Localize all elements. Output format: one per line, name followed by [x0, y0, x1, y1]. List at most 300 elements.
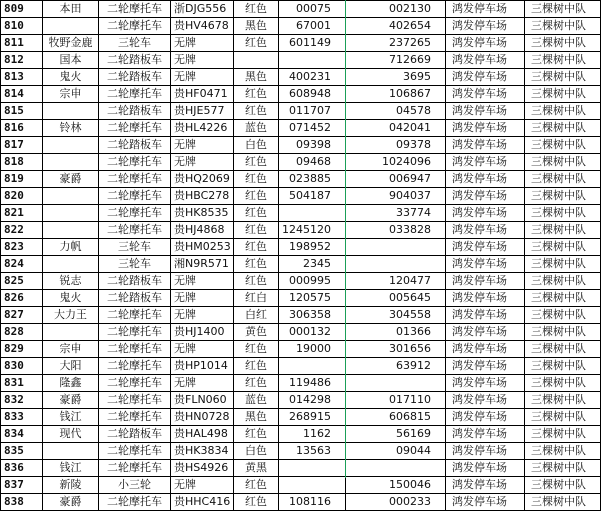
table-row	[1, 324, 601, 341]
number-cell[interactable]	[279, 460, 346, 477]
number-cell[interactable]: 268915	[279, 409, 346, 426]
frame-number-cell[interactable]: 237265	[346, 35, 446, 52]
vehicle-type-cell[interactable]: 二轮摩托车	[99, 341, 171, 358]
table-body	[1, 1, 601, 511]
row-number[interactable]: 817	[1, 137, 43, 154]
squad-cell[interactable]: 三棵树中队	[525, 290, 601, 307]
row-number[interactable]: 824	[1, 256, 43, 273]
number-cell[interactable]: 13563	[279, 443, 346, 460]
frame-number-cell[interactable]: 304558	[346, 307, 446, 324]
frame-number-cell[interactable]: 106867	[346, 86, 446, 103]
number-cell[interactable]: 1162	[279, 426, 346, 443]
vehicle-type-cell[interactable]: 二轮踏板车	[99, 52, 171, 69]
row-number[interactable]: 820	[1, 188, 43, 205]
plate-cell[interactable]: 贵HJ1400	[171, 324, 234, 341]
number-cell[interactable]: 67001	[279, 18, 346, 35]
plate-cell[interactable]: 无牌	[171, 290, 234, 307]
color-cell[interactable]: 蓝色	[234, 120, 279, 137]
squad-cell[interactable]: 三棵树中队	[525, 222, 601, 239]
squad-cell[interactable]: 三棵树中队	[525, 256, 601, 273]
plate-cell[interactable]: 贵HN0728	[171, 409, 234, 426]
color-cell[interactable]: 红白	[234, 290, 279, 307]
parking-lot-cell[interactable]: 鸿发停车场	[446, 18, 525, 35]
number-cell[interactable]: 00075	[279, 1, 346, 18]
color-cell[interactable]: 红色	[234, 103, 279, 120]
table-row	[1, 392, 601, 409]
parking-lot-cell[interactable]: 鸿发停车场	[446, 52, 525, 69]
plate-cell[interactable]: 贵HV4678	[171, 18, 234, 35]
row-number[interactable]: 812	[1, 52, 43, 69]
parking-lot-cell[interactable]: 鸿发停车场	[446, 239, 525, 256]
vehicle-type-cell[interactable]: 二轮摩托车	[99, 324, 171, 341]
vehicle-type-cell[interactable]: 二轮摩托车	[99, 222, 171, 239]
brand-cell[interactable]	[43, 154, 99, 171]
frame-number-cell[interactable]: 033828	[346, 222, 446, 239]
row-number[interactable]: 825	[1, 273, 43, 290]
row-number[interactable]: 819	[1, 171, 43, 188]
brand-cell[interactable]: 豪爵	[43, 494, 99, 511]
color-cell[interactable]: 黑色	[234, 18, 279, 35]
frame-number-cell[interactable]: 005645	[346, 290, 446, 307]
table-row	[1, 477, 601, 494]
table-row	[1, 375, 601, 392]
vehicle-type-cell[interactable]: 二轮摩托车	[99, 154, 171, 171]
table-row	[1, 120, 601, 137]
color-cell[interactable]: 红色	[234, 239, 279, 256]
parking-lot-cell[interactable]: 鸿发停车场	[446, 154, 525, 171]
frame-number-cell[interactable]: 01366	[346, 324, 446, 341]
plate-cell[interactable]: 贵FLN060	[171, 392, 234, 409]
table-row	[1, 86, 601, 103]
squad-cell[interactable]: 三棵树中队	[525, 18, 601, 35]
frame-number-cell[interactable]: 3695	[346, 69, 446, 86]
vehicle-type-cell[interactable]: 二轮摩托车	[99, 307, 171, 324]
plate-cell[interactable]: 贵HBC278	[171, 188, 234, 205]
plate-cell[interactable]: 无牌	[171, 69, 234, 86]
row-number[interactable]: 826	[1, 290, 43, 307]
color-cell[interactable]: 红色	[234, 494, 279, 511]
parking-lot-cell[interactable]: 鸿发停车场	[446, 171, 525, 188]
table-row	[1, 154, 601, 171]
vehicle-type-cell[interactable]: 二轮摩托车	[99, 120, 171, 137]
brand-cell[interactable]: 豪爵	[43, 171, 99, 188]
brand-cell[interactable]: 鬼火	[43, 69, 99, 86]
number-cell[interactable]: 306358	[279, 307, 346, 324]
vehicle-type-cell[interactable]: 二轮摩托车	[99, 18, 171, 35]
parking-lot-cell[interactable]: 鸿发停车场	[446, 392, 525, 409]
parking-lot-cell[interactable]: 鸿发停车场	[446, 35, 525, 52]
number-cell[interactable]: 000132	[279, 324, 346, 341]
squad-cell[interactable]: 三棵树中队	[525, 341, 601, 358]
parking-lot-cell[interactable]: 鸿发停车场	[446, 69, 525, 86]
row-number[interactable]: 827	[1, 307, 43, 324]
row-number[interactable]: 833	[1, 409, 43, 426]
vehicle-type-cell[interactable]: 二轮摩托车	[99, 1, 171, 18]
row-number[interactable]: 814	[1, 86, 43, 103]
color-cell[interactable]: 红色	[234, 205, 279, 222]
row-number[interactable]: 815	[1, 103, 43, 120]
squad-cell[interactable]: 三棵树中队	[525, 188, 601, 205]
plate-cell[interactable]: 无牌	[171, 35, 234, 52]
table-row	[1, 290, 601, 307]
parking-lot-cell[interactable]: 鸿发停车场	[446, 324, 525, 341]
plate-cell[interactable]: 贵HP1014	[171, 358, 234, 375]
frame-number-cell[interactable]: 904037	[346, 188, 446, 205]
number-cell[interactable]: 1245120	[279, 222, 346, 239]
frame-number-cell[interactable]: 1024096	[346, 154, 446, 171]
parking-lot-cell[interactable]: 鸿发停车场	[446, 188, 525, 205]
squad-cell[interactable]: 三棵树中队	[525, 477, 601, 494]
number-cell[interactable]: 071452	[279, 120, 346, 137]
row-number[interactable]: 838	[1, 494, 43, 511]
squad-cell[interactable]: 三棵树中队	[525, 52, 601, 69]
squad-cell[interactable]: 三棵树中队	[525, 137, 601, 154]
table-row	[1, 426, 601, 443]
parking-lot-cell[interactable]: 鸿发停车场	[446, 273, 525, 290]
number-cell[interactable]: 011707	[279, 103, 346, 120]
frame-number-cell[interactable]	[346, 239, 446, 256]
number-cell[interactable]: 601149	[279, 35, 346, 52]
brand-cell[interactable]	[43, 205, 99, 222]
brand-cell[interactable]: 豪爵	[43, 392, 99, 409]
parking-lot-cell[interactable]: 鸿发停车场	[446, 358, 525, 375]
squad-cell[interactable]: 三棵树中队	[525, 205, 601, 222]
brand-cell[interactable]	[43, 103, 99, 120]
color-cell[interactable]: 红色	[234, 188, 279, 205]
vehicle-type-cell[interactable]: 二轮摩托车	[99, 494, 171, 511]
brand-cell[interactable]	[43, 188, 99, 205]
table-row	[1, 137, 601, 154]
brand-cell[interactable]: 铃林	[43, 120, 99, 137]
squad-cell[interactable]: 三棵树中队	[525, 273, 601, 290]
row-number[interactable]: 810	[1, 18, 43, 35]
plate-cell[interactable]: 无牌	[171, 154, 234, 171]
table-row	[1, 256, 601, 273]
number-cell[interactable]: 014298	[279, 392, 346, 409]
brand-cell[interactable]: 钱江	[43, 409, 99, 426]
squad-cell[interactable]: 三棵树中队	[525, 120, 601, 137]
vehicle-type-cell[interactable]: 二轮踏板车	[99, 290, 171, 307]
brand-cell[interactable]: 锐志	[43, 273, 99, 290]
frame-number-cell[interactable]: 017110	[346, 392, 446, 409]
parking-lot-cell[interactable]: 鸿发停车场	[446, 375, 525, 392]
color-cell[interactable]: 红色	[234, 358, 279, 375]
brand-cell[interactable]: 本田	[43, 1, 99, 18]
row-number[interactable]: 836	[1, 460, 43, 477]
brand-cell[interactable]	[43, 443, 99, 460]
frame-number-cell[interactable]: 09378	[346, 137, 446, 154]
vehicle-type-cell[interactable]: 二轮踏板车	[99, 103, 171, 120]
number-cell[interactable]	[279, 52, 346, 69]
parking-lot-cell[interactable]: 鸿发停车场	[446, 494, 525, 511]
plate-cell[interactable]: 浙DJG556	[171, 1, 234, 18]
brand-cell[interactable]	[43, 222, 99, 239]
parking-lot-cell[interactable]: 鸿发停车场	[446, 290, 525, 307]
number-cell[interactable]: 000995	[279, 273, 346, 290]
plate-cell[interactable]: 贵HS4926	[171, 460, 234, 477]
color-cell[interactable]: 红色	[234, 375, 279, 392]
plate-cell[interactable]: 贵HL4226	[171, 120, 234, 137]
number-cell[interactable]	[279, 205, 346, 222]
frame-number-cell[interactable]	[346, 460, 446, 477]
vehicle-type-cell[interactable]: 二轮踏板车	[99, 273, 171, 290]
color-cell[interactable]: 白红	[234, 307, 279, 324]
row-number[interactable]: 829	[1, 341, 43, 358]
squad-cell[interactable]: 三棵树中队	[525, 154, 601, 171]
brand-cell[interactable]: 钱江	[43, 460, 99, 477]
color-cell[interactable]: 蓝色	[234, 392, 279, 409]
row-number[interactable]: 835	[1, 443, 43, 460]
plate-cell[interactable]: 无牌	[171, 52, 234, 69]
parking-lot-cell[interactable]: 鸿发停车场	[446, 86, 525, 103]
row-number[interactable]: 832	[1, 392, 43, 409]
vehicle-type-cell[interactable]: 二轮摩托车	[99, 375, 171, 392]
plate-cell[interactable]: 湘N9R571	[171, 256, 234, 273]
number-cell[interactable]: 119486	[279, 375, 346, 392]
row-number[interactable]: 811	[1, 35, 43, 52]
plate-cell[interactable]: 贵HK8535	[171, 205, 234, 222]
plate-cell[interactable]: 无牌	[171, 341, 234, 358]
plate-cell[interactable]: 无牌	[171, 375, 234, 392]
number-cell[interactable]: 400231	[279, 69, 346, 86]
parking-lot-cell[interactable]: 鸿发停车场	[446, 120, 525, 137]
frame-number-cell[interactable]: 63912	[346, 358, 446, 375]
squad-cell[interactable]: 三棵树中队	[525, 103, 601, 120]
frame-number-cell[interactable]	[346, 375, 446, 392]
parking-lot-cell[interactable]: 鸿发停车场	[446, 137, 525, 154]
parking-lot-cell[interactable]: 鸿发停车场	[446, 477, 525, 494]
vehicle-type-cell[interactable]: 二轮踏板车	[99, 137, 171, 154]
color-cell[interactable]: 红色	[234, 1, 279, 18]
squad-cell[interactable]: 三棵树中队	[525, 171, 601, 188]
color-cell[interactable]: 红色	[234, 154, 279, 171]
table-row	[1, 273, 601, 290]
vehicle-type-cell[interactable]: 三轮车	[99, 239, 171, 256]
color-cell[interactable]: 红色	[234, 171, 279, 188]
row-number[interactable]: 830	[1, 358, 43, 375]
parking-lot-cell[interactable]: 鸿发停车场	[446, 426, 525, 443]
brand-cell[interactable]: 宗申	[43, 341, 99, 358]
brand-cell[interactable]: 宗申	[43, 86, 99, 103]
row-number[interactable]: 828	[1, 324, 43, 341]
plate-cell[interactable]: 贵HF0471	[171, 86, 234, 103]
parking-lot-cell[interactable]: 鸿发停车场	[446, 103, 525, 120]
number-cell[interactable]	[279, 358, 346, 375]
frame-number-cell[interactable]	[346, 256, 446, 273]
parking-lot-cell[interactable]: 鸿发停车场	[446, 443, 525, 460]
parking-lot-cell[interactable]: 鸿发停车场	[446, 205, 525, 222]
parking-lot-cell[interactable]: 鸿发停车场	[446, 307, 525, 324]
color-cell[interactable]: 黄色	[234, 324, 279, 341]
squad-cell[interactable]: 三棵树中队	[525, 358, 601, 375]
number-cell[interactable]: 09468	[279, 154, 346, 171]
row-number[interactable]: 823	[1, 239, 43, 256]
plate-cell[interactable]: 贵HHC416	[171, 494, 234, 511]
table-row	[1, 1, 601, 18]
squad-cell[interactable]: 三棵树中队	[525, 375, 601, 392]
color-cell[interactable]: 白色	[234, 443, 279, 460]
table-row	[1, 18, 601, 35]
brand-cell[interactable]: 新陵	[43, 477, 99, 494]
row-number[interactable]: 809	[1, 1, 43, 18]
number-cell[interactable]: 023885	[279, 171, 346, 188]
color-cell[interactable]: 红色	[234, 477, 279, 494]
plate-cell[interactable]: 贵HK3834	[171, 443, 234, 460]
frame-number-cell[interactable]: 09044	[346, 443, 446, 460]
squad-cell[interactable]: 三棵树中队	[525, 392, 601, 409]
row-number[interactable]: 834	[1, 426, 43, 443]
frame-number-cell[interactable]: 150046	[346, 477, 446, 494]
squad-cell[interactable]: 三棵树中队	[525, 307, 601, 324]
vehicle-type-cell[interactable]: 二轮摩托车	[99, 443, 171, 460]
squad-cell[interactable]: 三棵树中队	[525, 1, 601, 18]
plate-cell[interactable]: 无牌	[171, 273, 234, 290]
plate-cell[interactable]: 贵HJE577	[171, 103, 234, 120]
frame-number-cell[interactable]: 606815	[346, 409, 446, 426]
color-cell[interactable]: 红色	[234, 273, 279, 290]
row-number[interactable]: 831	[1, 375, 43, 392]
parking-lot-cell[interactable]: 鸿发停车场	[446, 409, 525, 426]
vehicle-type-cell[interactable]: 二轮摩托车	[99, 188, 171, 205]
row-number[interactable]: 818	[1, 154, 43, 171]
color-cell[interactable]: 红色	[234, 222, 279, 239]
number-cell[interactable]: 198952	[279, 239, 346, 256]
table-row	[1, 222, 601, 239]
frame-number-cell[interactable]: 301656	[346, 341, 446, 358]
table-row	[1, 341, 601, 358]
frame-number-cell[interactable]: 33774	[346, 205, 446, 222]
table-row	[1, 494, 601, 511]
vehicle-type-cell[interactable]: 二轮摩托车	[99, 409, 171, 426]
color-cell[interactable]: 红色	[234, 86, 279, 103]
frame-number-cell[interactable]: 002130	[346, 1, 446, 18]
table-row	[1, 443, 601, 460]
table-row	[1, 205, 601, 222]
plate-cell[interactable]: 贵HM0253	[171, 239, 234, 256]
brand-cell[interactable]	[43, 18, 99, 35]
number-cell[interactable]: 108116	[279, 494, 346, 511]
parking-lot-cell[interactable]: 鸿发停车场	[446, 256, 525, 273]
vehicle-type-cell[interactable]: 二轮摩托车	[99, 358, 171, 375]
frame-number-cell[interactable]: 712669	[346, 52, 446, 69]
brand-cell[interactable]: 现代	[43, 426, 99, 443]
brand-cell[interactable]	[43, 324, 99, 341]
vehicle-type-cell[interactable]: 三轮车	[99, 35, 171, 52]
parking-lot-cell[interactable]: 鸿发停车场	[446, 341, 525, 358]
brand-cell[interactable]: 牧野金鹿	[43, 35, 99, 52]
vehicle-type-cell[interactable]: 三轮车	[99, 256, 171, 273]
number-cell[interactable]: 504187	[279, 188, 346, 205]
vehicle-type-cell[interactable]: 二轮摩托车	[99, 392, 171, 409]
table-row	[1, 460, 601, 477]
row-number[interactable]: 816	[1, 120, 43, 137]
color-cell[interactable]: 黑色	[234, 409, 279, 426]
plate-cell[interactable]: 无牌	[171, 137, 234, 154]
frame-number-cell[interactable]: 120477	[346, 273, 446, 290]
table-row	[1, 103, 601, 120]
squad-cell[interactable]: 三棵树中队	[525, 324, 601, 341]
number-cell[interactable]: 608948	[279, 86, 346, 103]
squad-cell[interactable]: 三棵树中队	[525, 239, 601, 256]
brand-cell[interactable]: 国本	[43, 52, 99, 69]
number-cell[interactable]: 19000	[279, 341, 346, 358]
table-row	[1, 188, 601, 205]
parking-lot-cell[interactable]: 鸿发停车场	[446, 222, 525, 239]
brand-cell[interactable]: 大阳	[43, 358, 99, 375]
vehicle-type-cell[interactable]: 二轮踏板车	[99, 426, 171, 443]
plate-cell[interactable]: 无牌	[171, 307, 234, 324]
parking-lot-cell[interactable]: 鸿发停车场	[446, 1, 525, 18]
brand-cell[interactable]: 隆鑫	[43, 375, 99, 392]
brand-cell[interactable]: 大力王	[43, 307, 99, 324]
table-row	[1, 171, 601, 188]
row-number[interactable]: 821	[1, 205, 43, 222]
number-cell[interactable]: 2345	[279, 256, 346, 273]
plate-cell[interactable]: 无牌	[171, 477, 234, 494]
column-divider	[345, 0, 346, 478]
plate-cell[interactable]: 贵HJ4868	[171, 222, 234, 239]
number-cell[interactable]: 120575	[279, 290, 346, 307]
plate-cell[interactable]: 贵HAL498	[171, 426, 234, 443]
number-cell[interactable]: 09398	[279, 137, 346, 154]
frame-number-cell[interactable]: 56169	[346, 426, 446, 443]
frame-number-cell[interactable]: 042041	[346, 120, 446, 137]
color-cell[interactable]: 红色	[234, 256, 279, 273]
brand-cell[interactable]	[43, 256, 99, 273]
brand-cell[interactable]: 力帆	[43, 239, 99, 256]
squad-cell[interactable]: 三棵树中队	[525, 494, 601, 511]
color-cell[interactable]: 黑色	[234, 69, 279, 86]
frame-number-cell[interactable]: 006947	[346, 171, 446, 188]
frame-number-cell[interactable]: 000233	[346, 494, 446, 511]
color-cell[interactable]: 红色	[234, 426, 279, 443]
brand-cell[interactable]	[43, 137, 99, 154]
color-cell[interactable]: 红色	[234, 341, 279, 358]
table-row	[1, 358, 601, 375]
squad-cell[interactable]: 三棵树中队	[525, 460, 601, 477]
squad-cell[interactable]: 三棵树中队	[525, 86, 601, 103]
table-row	[1, 307, 601, 324]
plate-cell[interactable]: 贵HQ2069	[171, 171, 234, 188]
squad-cell[interactable]: 三棵树中队	[525, 409, 601, 426]
row-number[interactable]: 837	[1, 477, 43, 494]
vehicle-type-cell[interactable]: 二轮摩托车	[99, 205, 171, 222]
brand-cell[interactable]: 鬼火	[43, 290, 99, 307]
vehicle-type-cell[interactable]: 二轮摩托车	[99, 86, 171, 103]
row-number[interactable]: 813	[1, 69, 43, 86]
row-number[interactable]: 822	[1, 222, 43, 239]
vehicle-type-cell[interactable]: 小三轮	[99, 477, 171, 494]
vehicle-type-cell[interactable]: 二轮摩托车	[99, 460, 171, 477]
color-cell[interactable]: 红色	[234, 35, 279, 52]
squad-cell[interactable]: 三棵树中队	[525, 426, 601, 443]
table-row	[1, 239, 601, 256]
table-row	[1, 52, 601, 69]
color-cell[interactable]	[234, 52, 279, 69]
vehicle-type-cell[interactable]: 二轮摩托车	[99, 171, 171, 188]
table-row	[1, 409, 601, 426]
color-cell[interactable]: 白色	[234, 137, 279, 154]
frame-number-cell[interactable]: 04578	[346, 103, 446, 120]
squad-cell[interactable]: 三棵树中队	[525, 443, 601, 460]
squad-cell[interactable]: 三棵树中队	[525, 35, 601, 52]
vehicle-type-cell[interactable]: 二轮踏板车	[99, 69, 171, 86]
parking-lot-cell[interactable]: 鸿发停车场	[446, 460, 525, 477]
number-cell[interactable]	[279, 477, 346, 494]
color-cell[interactable]: 黄黑	[234, 460, 279, 477]
squad-cell[interactable]: 三棵树中队	[525, 69, 601, 86]
frame-number-cell[interactable]: 402654	[346, 18, 446, 35]
